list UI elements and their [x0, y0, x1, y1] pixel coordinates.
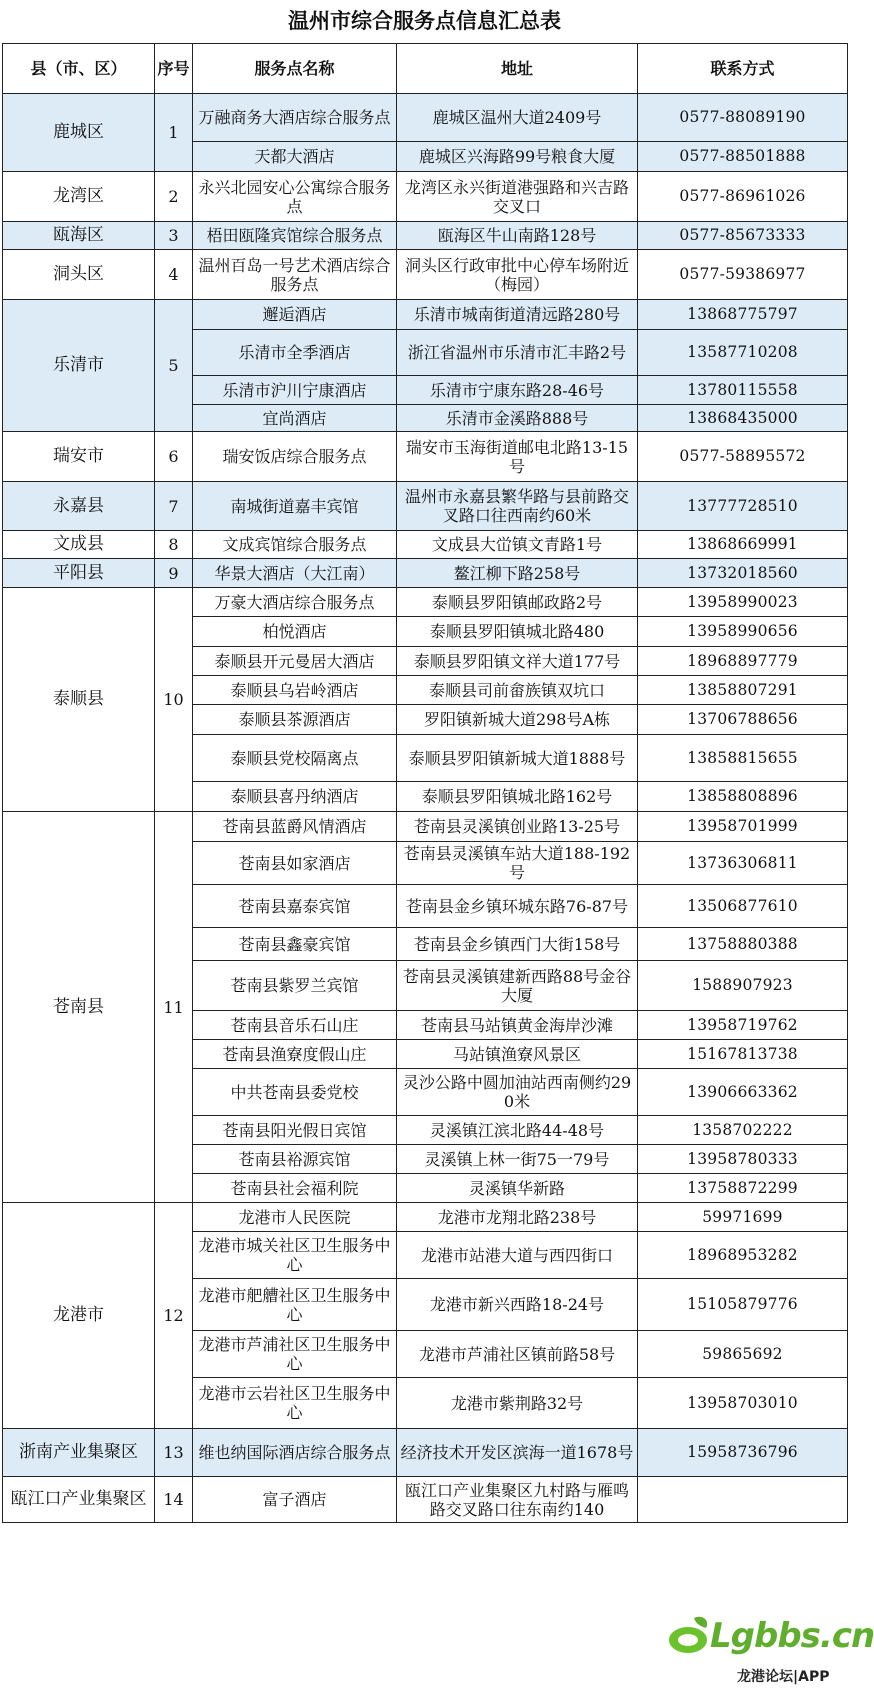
service-point-name-cell: 乐清市沪川宁康酒店: [193, 376, 397, 405]
table-row: [3, 559, 848, 588]
service-point-name-cell: 龙港市云岩社区卫生服务中心: [193, 1378, 397, 1429]
contact-cell: 13868435000: [638, 405, 848, 432]
service-point-name-cell: 南城街道嘉丰宾馆: [193, 482, 397, 531]
address-cell: 文成县大峃镇文青路1号: [397, 531, 638, 559]
contact-cell: 13958701999: [638, 812, 848, 842]
contact-cell: 13858815655: [638, 735, 848, 782]
contact-cell: 0577-86961026: [638, 172, 848, 222]
address-cell: 龙港市芦浦社区镇前路58号: [397, 1331, 638, 1378]
index-cell: 8: [155, 531, 193, 559]
address-cell: 灵溪镇江滨北路44-48号: [397, 1116, 638, 1145]
address-cell: 灵沙公路中圆加油站西南侧约290米: [397, 1069, 638, 1116]
address-cell: 鹿城区温州大道2409号: [397, 94, 638, 142]
address-cell: 龙湾区永兴街道港强路和兴吉路交叉口: [397, 172, 638, 222]
contact-cell: 0577-58895572: [638, 432, 848, 482]
contact-cell: 1588907923: [638, 961, 848, 1011]
service-point-name-cell: 乐清市全季酒店: [193, 330, 397, 376]
county-cell: 瓯海区: [3, 222, 155, 250]
table-row: [3, 1429, 848, 1477]
contact-cell: 15105879776: [638, 1279, 848, 1331]
header-no: 序号: [155, 44, 193, 94]
address-cell: 泰顺县罗阳镇城北路480: [397, 617, 638, 647]
address-cell: 龙港市龙翔北路238号: [397, 1203, 638, 1232]
county-cell: 平阳县: [3, 559, 155, 588]
table-body: [3, 94, 848, 1523]
table-row: [3, 250, 848, 300]
service-point-name-cell: 龙港市人民医院: [193, 1203, 397, 1232]
table-row: [3, 588, 848, 617]
leaf-logo-icon: [664, 1612, 714, 1658]
contact-cell: 0577-85673333: [638, 222, 848, 250]
contact-cell: 13958990023: [638, 588, 848, 617]
index-cell: 3: [155, 222, 193, 250]
service-point-name-cell: 宜尚酒店: [193, 405, 397, 432]
address-cell: 乐清市宁康东路28-46号: [397, 376, 638, 405]
contact-cell: 59971699: [638, 1203, 848, 1232]
contact-cell: 13706788656: [638, 705, 848, 735]
service-point-name-cell: 苍南县音乐石山庄: [193, 1011, 397, 1040]
header-address: 地址: [397, 44, 638, 94]
contact-cell: 15167813738: [638, 1040, 848, 1069]
address-cell: 苍南县马站镇黄金海岸沙滩: [397, 1011, 638, 1040]
address-cell: 泰顺县罗阳镇邮政路2号: [397, 588, 638, 617]
county-cell: 龙湾区: [3, 172, 155, 222]
header-county: 县（市、区）: [3, 44, 155, 94]
header-name: 服务点名称: [193, 44, 397, 94]
address-cell: 瑞安市玉海街道邮电北路13-15号: [397, 432, 638, 482]
table-row: [3, 300, 848, 330]
address-cell: 灵溪镇华新路: [397, 1174, 638, 1203]
service-point-name-cell: 苍南县社会福利院: [193, 1174, 397, 1203]
index-cell: 4: [155, 250, 193, 300]
table-row: [3, 812, 848, 842]
address-cell: 瓯江口产业集聚区九村路与雁鸣路交叉路口往东南约140: [397, 1477, 638, 1523]
address-cell: 龙港市站港大道与西四街口: [397, 1232, 638, 1279]
service-point-name-cell: 龙港市城关社区卫生服务中心: [193, 1232, 397, 1279]
service-point-name-cell: 温州百岛一号艺术酒店综合服务点: [193, 250, 397, 300]
service-point-table: [2, 43, 848, 1523]
index-cell: 6: [155, 432, 193, 482]
index-cell: 1: [155, 94, 193, 172]
service-point-name-cell: 苍南县嘉泰宾馆: [193, 885, 397, 928]
address-cell: 龙港市新兴西路18-24号: [397, 1279, 638, 1331]
contact-cell: 13587710208: [638, 330, 848, 376]
address-cell: 泰顺县罗阳镇文祥大道177号: [397, 647, 638, 676]
service-point-name-cell: 万融商务大酒店综合服务点: [193, 94, 397, 142]
service-point-name-cell: 华景大酒店（大江南）: [193, 559, 397, 588]
header-contact: 联系方式: [638, 44, 848, 94]
contact-cell: 18968897779: [638, 647, 848, 676]
address-cell: 罗阳镇新城大道298号A栋: [397, 705, 638, 735]
address-cell: 泰顺县罗阳镇新城大道1888号: [397, 735, 638, 782]
contact-cell: 13958780333: [638, 1145, 848, 1174]
service-point-name-cell: 龙港市舥艚社区卫生服务中心: [193, 1279, 397, 1331]
service-point-name-cell: 维也纳国际酒店综合服务点: [193, 1429, 397, 1477]
contact-cell: 0577-59386977: [638, 250, 848, 300]
contact-cell: 13732018560: [638, 559, 848, 588]
service-point-name-cell: 苍南县裕源宾馆: [193, 1145, 397, 1174]
service-point-name-cell: 永兴北园安心公寓综合服务点: [193, 172, 397, 222]
address-cell: 经济技术开发区滨海一道1678号: [397, 1429, 638, 1477]
service-point-name-cell: 泰顺县茶源酒店: [193, 705, 397, 735]
table-row: [3, 531, 848, 559]
contact-cell: 13758880388: [638, 928, 848, 961]
contact-cell: 13758872299: [638, 1174, 848, 1203]
service-point-name-cell: 梧田瓯隆宾馆综合服务点: [193, 222, 397, 250]
service-point-name-cell: 中共苍南县委党校: [193, 1069, 397, 1116]
index-cell: 9: [155, 559, 193, 588]
address-cell: 苍南县灵溪镇创业路13-25号: [397, 812, 638, 842]
contact-cell: 13958990656: [638, 617, 848, 647]
service-point-name-cell: 泰顺县党校隔离点: [193, 735, 397, 782]
service-point-name-cell: 苍南县如家酒店: [193, 842, 397, 885]
contact-cell: 13868775797: [638, 300, 848, 330]
contact-cell: 13736306811: [638, 842, 848, 885]
service-point-name-cell: 苍南县阳光假日宾馆: [193, 1116, 397, 1145]
contact-cell: [638, 1477, 848, 1523]
address-cell: 马站镇渔寮风景区: [397, 1040, 638, 1069]
table-row: [3, 94, 848, 142]
contact-cell: 13780115558: [638, 376, 848, 405]
service-point-name-cell: 泰顺县乌岩岭酒店: [193, 676, 397, 705]
contact-cell: 13958703010: [638, 1378, 848, 1429]
service-point-name-cell: 泰顺县喜丹纳酒店: [193, 782, 397, 812]
index-cell: 11: [155, 812, 193, 1203]
service-point-name-cell: 万豪大酒店综合服务点: [193, 588, 397, 617]
service-point-name-cell: 富子酒店: [193, 1477, 397, 1523]
address-cell: 浙江省温州市乐清市汇丰路2号: [397, 330, 638, 376]
service-point-name-cell: 邂逅酒店: [193, 300, 397, 330]
contact-cell: 13506877610: [638, 885, 848, 928]
county-cell: 瑞安市: [3, 432, 155, 482]
index-cell: 13: [155, 1429, 193, 1477]
county-cell: 瓯江口产业集聚区: [3, 1477, 155, 1523]
contact-cell: 59865692: [638, 1331, 848, 1378]
index-cell: 12: [155, 1203, 193, 1429]
page-title: 温州市综合服务点信息汇总表: [288, 9, 561, 33]
index-cell: 14: [155, 1477, 193, 1523]
table-row: [3, 1203, 848, 1232]
county-cell: 泰顺县: [3, 588, 155, 812]
county-cell: 浙南产业集聚区: [3, 1429, 155, 1477]
address-cell: 温州市永嘉县繁华路与县前路交叉路口往西南约60米: [397, 482, 638, 531]
watermark-site: Lgbbs.cn: [710, 1616, 874, 1656]
contact-cell: 13777728510: [638, 482, 848, 531]
contact-cell: 15958736796: [638, 1429, 848, 1477]
watermark-logo: [660, 1606, 874, 1692]
address-cell: 乐清市城南街道清远路280号: [397, 300, 638, 330]
contact-cell: 1358702222: [638, 1116, 848, 1145]
table-row: [3, 482, 848, 531]
service-point-name-cell: 苍南县紫罗兰宾馆: [193, 961, 397, 1011]
table-row: [3, 222, 848, 250]
table-row: [3, 432, 848, 482]
county-cell: 龙港市: [3, 1203, 155, 1429]
table-row: [3, 1477, 848, 1523]
address-cell: 龙港市紫荆路32号: [397, 1378, 638, 1429]
index-cell: 10: [155, 588, 193, 812]
service-point-name-cell: 龙港市芦浦社区卫生服务中心: [193, 1331, 397, 1378]
watermark-subtitle: 龙港论坛|APP: [735, 1666, 831, 1686]
service-point-name-cell: 瑞安饭店综合服务点: [193, 432, 397, 482]
address-cell: 苍南县金乡镇西门大街158号: [397, 928, 638, 961]
address-cell: 鳌江柳下路258号: [397, 559, 638, 588]
address-cell: 泰顺县司前畲族镇双坑口: [397, 676, 638, 705]
address-cell: 苍南县灵溪镇车站大道188-192号: [397, 842, 638, 885]
service-point-name-cell: 柏悦酒店: [193, 617, 397, 647]
address-cell: 瓯海区牛山南路128号: [397, 222, 638, 250]
contact-cell: 13858808896: [638, 782, 848, 812]
index-cell: 7: [155, 482, 193, 531]
service-point-name-cell: 文成宾馆综合服务点: [193, 531, 397, 559]
contact-cell: 13906663362: [638, 1069, 848, 1116]
address-cell: 鹿城区兴海路99号粮食大厦: [397, 142, 638, 172]
service-point-name-cell: 泰顺县开元曼居大酒店: [193, 647, 397, 676]
contact-cell: 13858807291: [638, 676, 848, 705]
county-cell: 永嘉县: [3, 482, 155, 531]
county-cell: 文成县: [3, 531, 155, 559]
index-cell: 5: [155, 300, 193, 432]
county-cell: 洞头区: [3, 250, 155, 300]
index-cell: 2: [155, 172, 193, 222]
contact-cell: 13958719762: [638, 1011, 848, 1040]
address-cell: 洞头区行政审批中心停车场附近（梅园）: [397, 250, 638, 300]
county-cell: 苍南县: [3, 812, 155, 1203]
address-cell: 苍南县金乡镇环城东路76-87号: [397, 885, 638, 928]
address-cell: 泰顺县罗阳镇城北路162号: [397, 782, 638, 812]
service-point-name-cell: 天都大酒店: [193, 142, 397, 172]
contact-cell: 0577-88089190: [638, 94, 848, 142]
address-cell: 灵溪镇上林一街75一79号: [397, 1145, 638, 1174]
contact-cell: 18968953282: [638, 1232, 848, 1279]
address-cell: 乐清市金溪路888号: [397, 405, 638, 432]
service-point-name-cell: 苍南县渔寮度假山庄: [193, 1040, 397, 1069]
county-cell: 鹿城区: [3, 94, 155, 172]
county-cell: 乐清市: [3, 300, 155, 432]
contact-cell: 13868669991: [638, 531, 848, 559]
contact-cell: 0577-88501888: [638, 142, 848, 172]
service-point-name-cell: 苍南县蓝爵风情酒店: [193, 812, 397, 842]
service-point-name-cell: 苍南县鑫豪宾馆: [193, 928, 397, 961]
table-row: [3, 172, 848, 222]
header-row: [3, 44, 848, 94]
address-cell: 苍南县灵溪镇建新西路88号金谷大厦: [397, 961, 638, 1011]
